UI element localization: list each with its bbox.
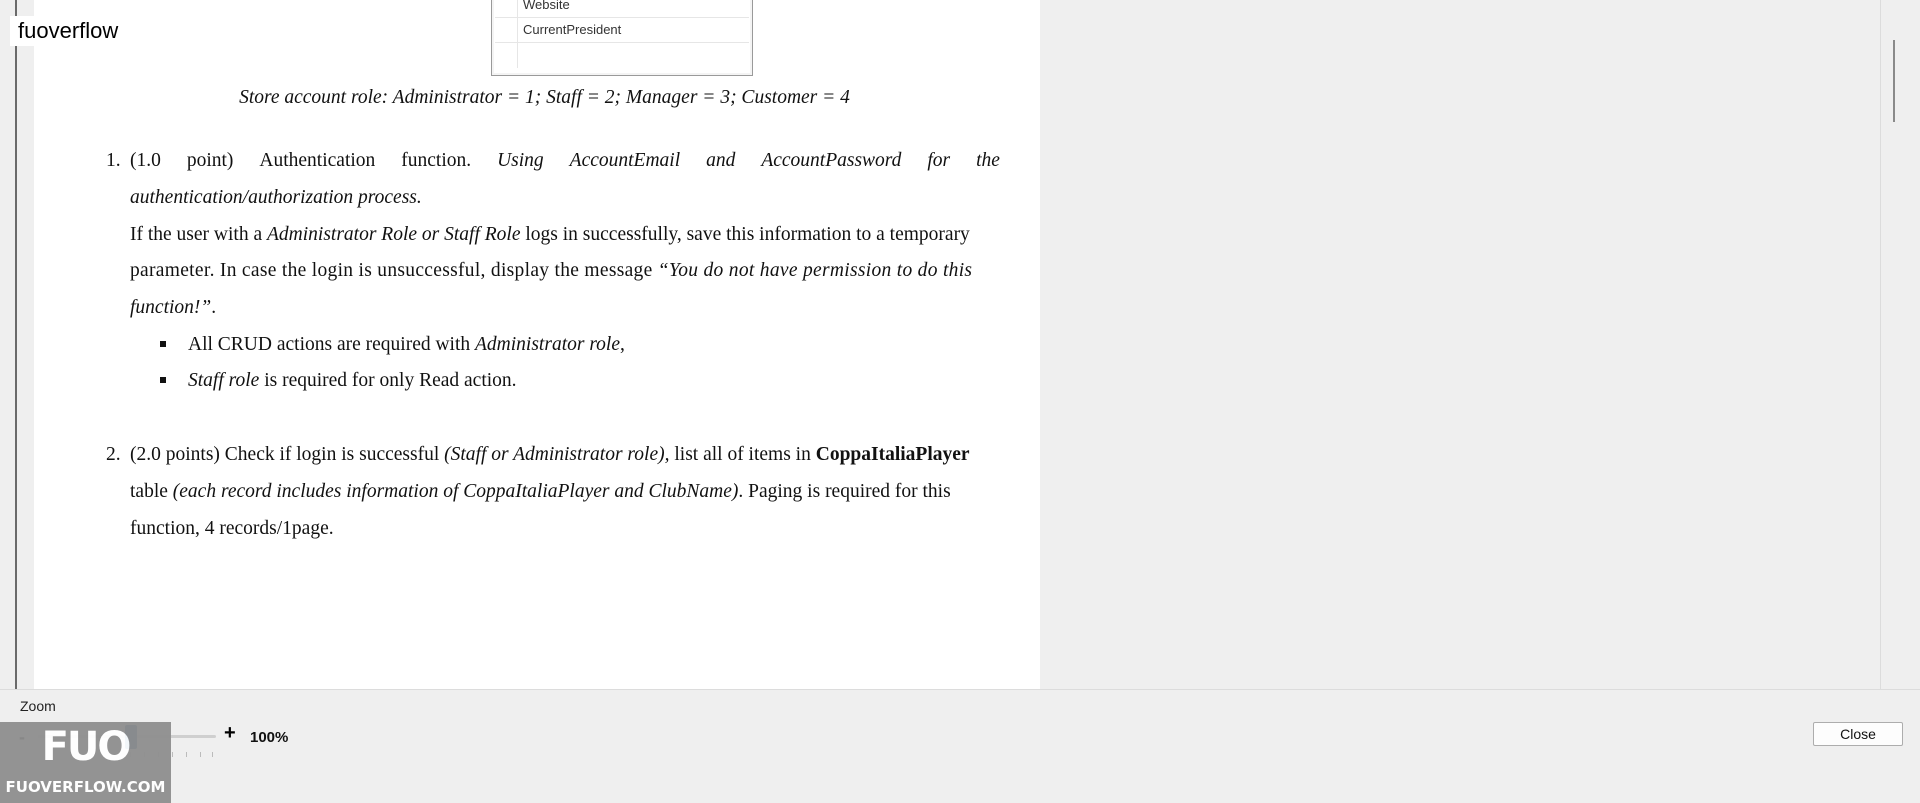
question-1-number: 1. <box>106 150 121 171</box>
entity-table-image <box>491 0 753 76</box>
question-1-line-3: If the user with a Administrator Role or Staff Role logs in successfully, save this information to a temporary <box>130 224 970 245</box>
fuoverflow-logo <box>0 722 171 803</box>
question-2-number: 2. <box>106 444 121 465</box>
question-2-line-2: table (each record includes information of CoppaItaliaPlayer and ClubName). Paging is required for this <box>130 481 951 502</box>
logo-mark: FUO <box>41 724 130 770</box>
table-row <box>495 18 749 43</box>
question-1-line-2: authentication/authorization process. <box>130 187 422 208</box>
role-caption: Store account role: Administrator = 1; Staff = 2; Manager = 3; Customer = 4 <box>239 87 850 108</box>
scrollbar-divider <box>1880 0 1881 689</box>
table-row <box>495 43 749 68</box>
zoom-label: Zoom <box>20 698 56 714</box>
bullet-square-icon <box>160 377 166 383</box>
question-2-line-1: (2.0 points) Check if login is successful (Staff or Administrator role), list all of items in CoppaItaliaPlayer <box>130 444 970 465</box>
question-1-line-4: parameter. In case the login is unsuccessful, display the message “You do not have permission to do this <box>130 260 973 281</box>
question-1-line-1: (1.0 point) Authentication function. Using AccountEmail and AccountPassword for the <box>130 150 1000 171</box>
table-cell: Website <box>523 0 570 12</box>
table-cell: CurrentPresident <box>523 22 622 37</box>
question-1-bullet-1: All CRUD actions are required with Administrator role, <box>160 333 625 357</box>
question-1-bullet-2: Staff role is required for only Read action. <box>160 369 517 393</box>
question-2-line-3: function, 4 records/1page. <box>130 518 334 539</box>
status-divider <box>0 689 1920 690</box>
zoom-in-button[interactable]: + <box>224 722 236 744</box>
scrollbar-thumb[interactable] <box>1893 40 1895 122</box>
question-1-line-5: function!”. <box>130 297 217 318</box>
close-button[interactable]: Close <box>1813 722 1903 746</box>
table-row <box>495 0 749 18</box>
vertical-scrollbar[interactable] <box>1880 0 1920 689</box>
zoom-percentage: 100% <box>250 729 289 746</box>
watermark-label: fuoverflow <box>10 16 126 46</box>
document-viewer[interactable] <box>15 0 1880 689</box>
document-page <box>34 0 1040 689</box>
bullet-square-icon <box>160 341 166 347</box>
logo-site: FUOVERFLOW.COM <box>5 778 166 796</box>
